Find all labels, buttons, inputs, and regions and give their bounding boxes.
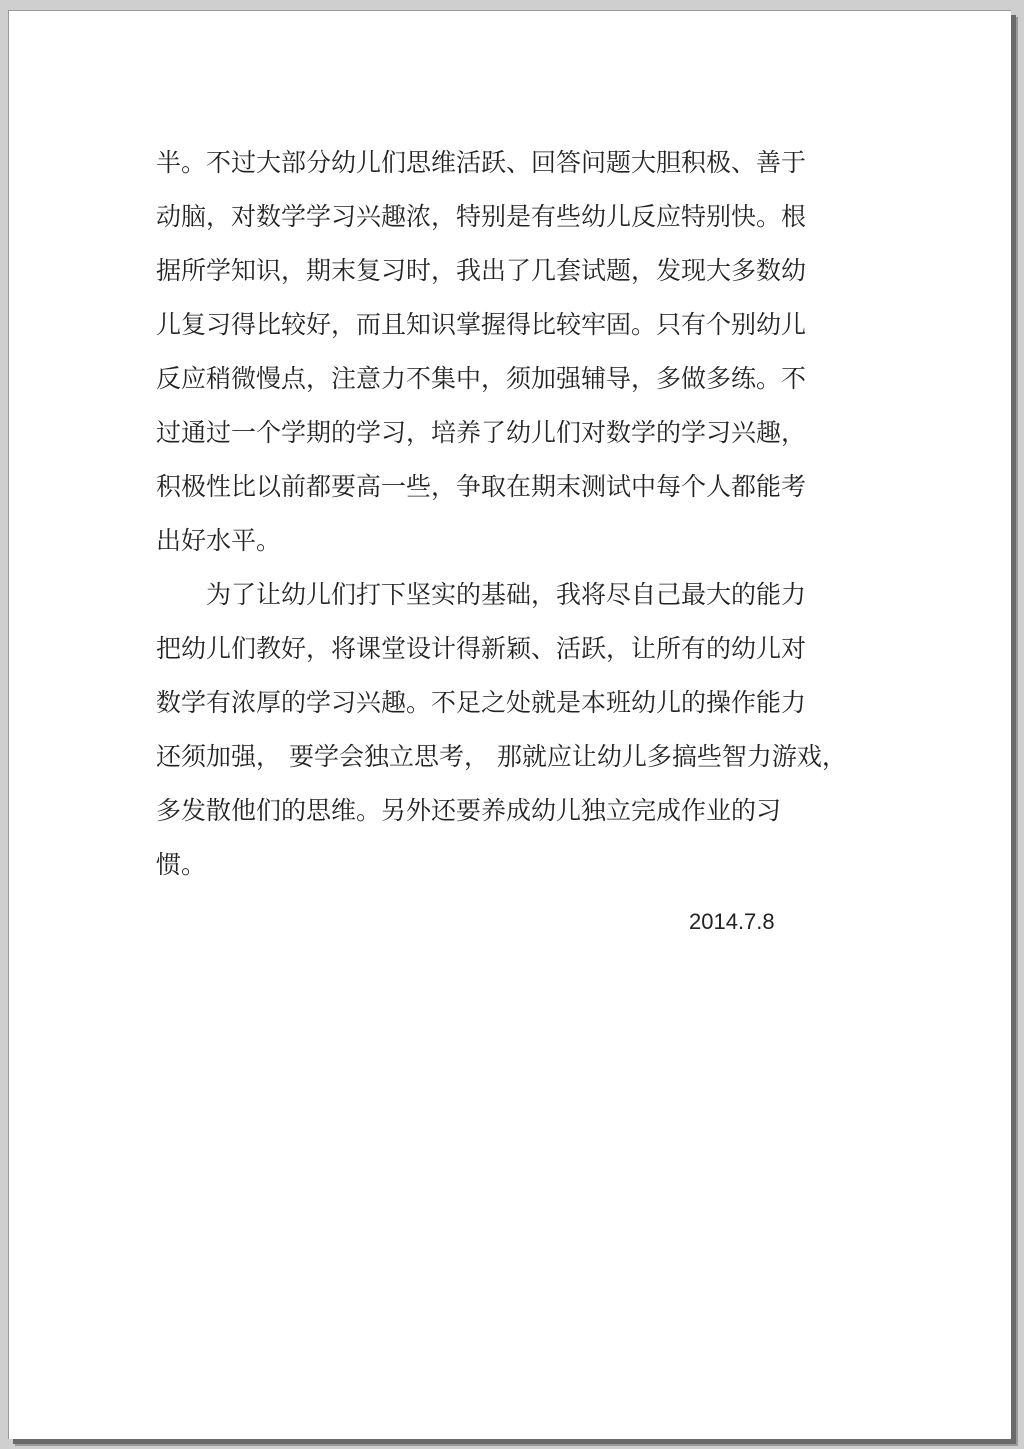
paragraph-1-line: 出好水平。: [156, 526, 282, 555]
paragraph-1-line: 过通过一个学期的学习，培养了幼儿们对数学的学习兴趣，: [156, 418, 807, 447]
paragraph-2-line: 把幼儿们教好，将课堂设计得新颖、活跃，让所有的幼儿对: [156, 634, 807, 663]
paragraph-1-line: 儿复习得比较好，而且知识掌握得比较牢固。只有个别幼儿: [156, 310, 807, 339]
document-date: 2014.7.8: [689, 909, 775, 934]
paragraph-2-line: 惯。: [156, 850, 207, 879]
paragraph-2-line: 多发散他们的思维。另外还要养成幼儿独立完成作业的习: [156, 796, 782, 825]
document-page: [8, 10, 1011, 1439]
paragraph-1-line: 据所学知识，期末复习时，我出了几套试题，发现大多数幼: [156, 256, 807, 285]
paragraph-1-line: 半。不过大部分幼儿们思维活跃、回答问题大胆积极、善于: [156, 148, 807, 177]
paragraph-1-line: 反应稍微慢点，注意力不集中，须加强辅导，多做多练。不: [156, 364, 807, 393]
paragraph-2-line: 数学有浓厚的学习兴趣。不足之处就是本班幼儿的操作能力: [156, 688, 807, 717]
paragraph-1-line: 积极性比以前都要高一些，争取在期末测试中每个人都能考: [156, 472, 807, 501]
paragraph-2-line: 还须加强， 要学会独立思考， 那就应让幼儿多搞些智力游戏，: [156, 742, 847, 771]
document-body: [156, 141, 856, 897]
paragraph-1-line: 动脑，对数学学习兴趣浓，特别是有些幼儿反应特别快。根: [156, 202, 807, 231]
paragraph-2-line: 为了让幼儿们打下坚实的基础，我将尽自己最大的能力: [156, 580, 807, 609]
